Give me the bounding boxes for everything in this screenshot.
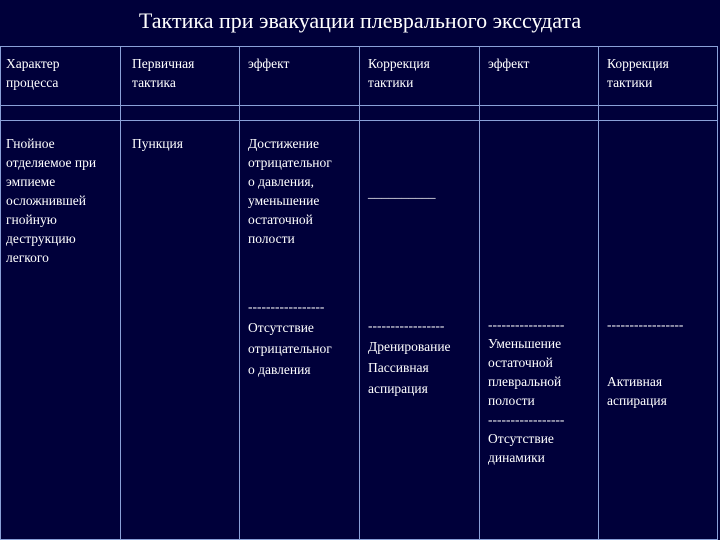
process-description: Гнойное отделяемое при эмпиеме осложнившей гнойную деструкцию легкого (6, 136, 97, 265)
header-primary-tactic: Первичная тактика (132, 56, 195, 90)
primary-tactic: Пункция (132, 136, 183, 151)
effect-negative-pressure: Достижение отрицательног о давления, уменьшение остаточной полости (248, 136, 332, 246)
header-correction: Коррекция тактики (368, 56, 430, 90)
tactics-table (0, 46, 718, 540)
correction-drainage: ----------------- Дренирование Пассивная аспирация (368, 318, 451, 396)
header-effect: эффект (248, 56, 290, 71)
page-title: Тактика при эвакуации плеврального экссудата (138, 8, 582, 33)
effect-residual-cavity: ----------------- Уменьшение остаточной плевральной полости ----------------- Отсутствие динамики (488, 317, 565, 465)
row-divider (1, 120, 717, 121)
header-process: Характер процесса (6, 56, 60, 90)
correction-blank: __________ (368, 185, 436, 200)
correction-active-aspiration: ----------------- Активная аспирация (607, 317, 684, 408)
header-correction-2: Коррекция тактики (607, 56, 669, 90)
effect-no-negative-pressure: ----------------- Отсутствие отрицательног о давления (248, 299, 332, 377)
header-effect-2: эффект (488, 56, 530, 71)
row-divider (1, 105, 717, 106)
